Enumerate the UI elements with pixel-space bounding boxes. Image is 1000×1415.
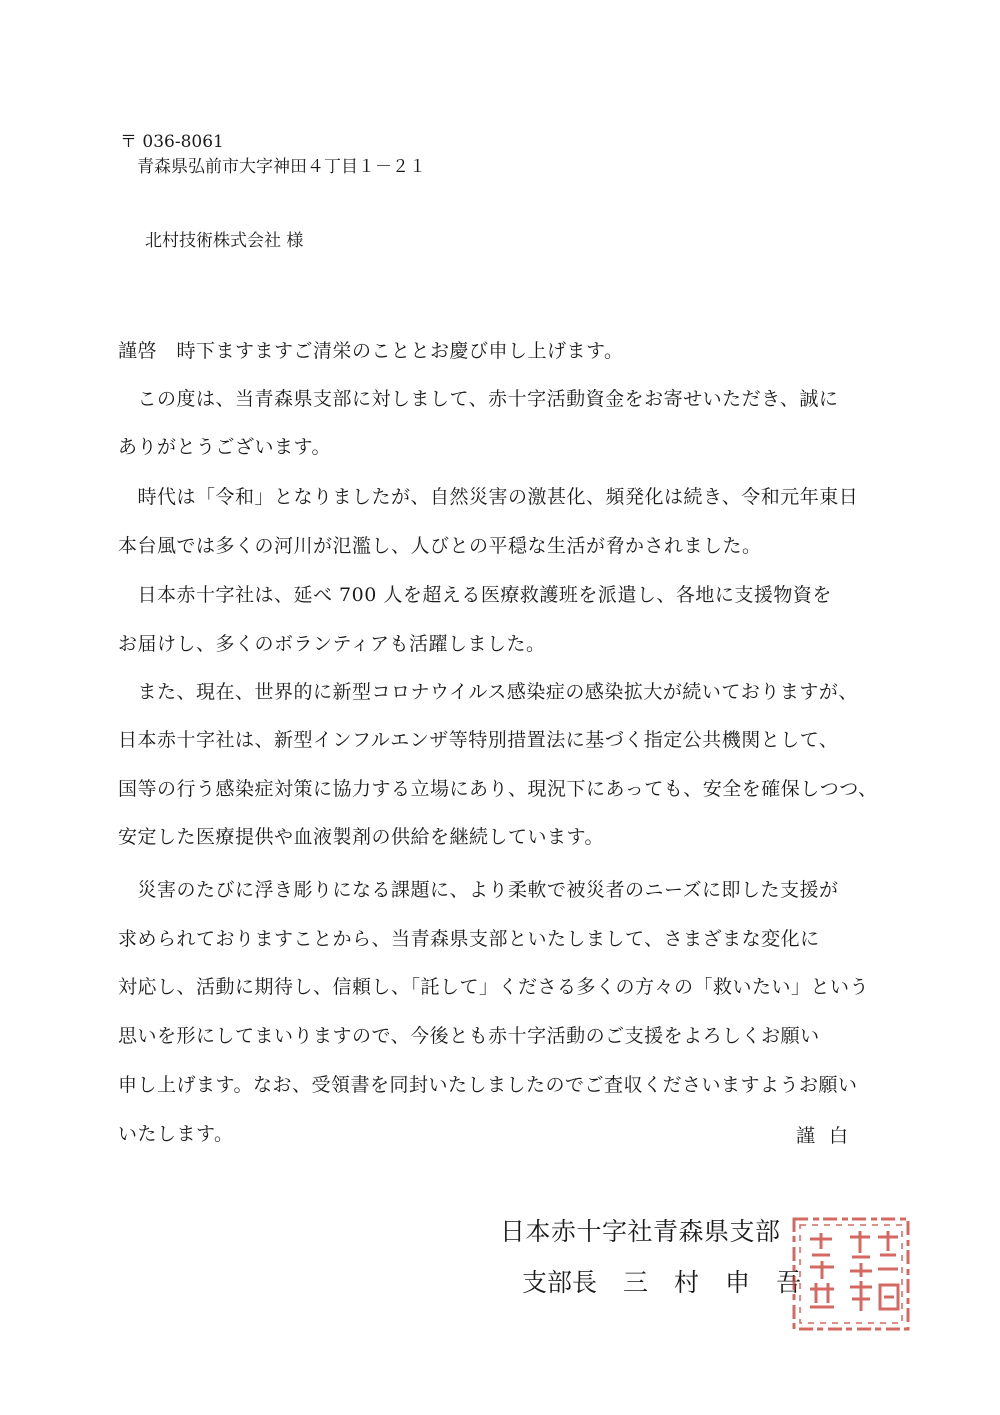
signature-name-char: 三 (623, 1268, 649, 1297)
signature-organization: 日本赤十字社青森県支部 (500, 1217, 781, 1246)
recipient-name: 北村技術株式会社 様 (145, 231, 304, 251)
body-line: また、現在、世界的に新型コロナウイルス感染症の感染拡大が続いておりますが、 (118, 681, 858, 703)
body-line: 思いを形にしてまいりますので、今後とも赤十字活動のご支援をよろしくお願い (118, 1025, 820, 1047)
seal-graphic (794, 1219, 908, 1329)
signature-name-char: 吾 (776, 1268, 802, 1297)
body-line: 日本赤十字社は、新型インフルエンザ等特別措置法に基づく指定公共機関として、 (118, 729, 839, 751)
postal-code: 〒 036-8061 (120, 132, 224, 152)
body-line: 対応し、活動に期待し、信頼し、「託して」くださる多くの方々の「救いたい」という (118, 976, 870, 998)
body-line: 申し上げます。なお、受領書を同封いたしましたのでご査収くださいますようお願い (118, 1074, 858, 1096)
body-line: 日本赤十字社は、延べ 700 人を超える医療救護班を派遣し、各地に支援物資を (118, 584, 832, 606)
body-line: いたします。 (118, 1123, 234, 1145)
official-seal-stamp (790, 1215, 912, 1333)
body-line: 求められておりますことから、当青森県支部といたしまして、さまざまな変化に (118, 928, 820, 950)
sender-address: 青森県弘前市大字神田４丁目１－２１ (137, 157, 426, 177)
body-line: 災害のたびに浮き彫りになる課題に、より柔軟で被災者のニーズに即した支援が (118, 879, 839, 901)
signature-line (522, 1263, 827, 1299)
signature-title: 支部長 (522, 1268, 598, 1297)
body-line: ありがとうございます。 (118, 436, 331, 458)
body-line: お届けし、多くのボランティアも活躍しました。 (118, 633, 546, 655)
signature-name-char: 申 (725, 1268, 751, 1297)
signature-name-char: 村 (674, 1268, 700, 1297)
body-line: 時代は「令和」となりましたが、自然災害の激甚化、頻発化は続き、令和元年東日 (118, 486, 859, 508)
closing-word: 謹白 (796, 1125, 863, 1147)
body-line: 国等の行う感染症対策に協力する立場にあり、現況下にあっても、安全を確保しつつ、 (118, 778, 878, 800)
body-line: 安定した医療提供や血液製剤の供給を継続しています。 (118, 826, 604, 848)
body-line: この度は、当青森県支部に対しまして、赤十字活動資金をお寄せいただき、誠に (118, 388, 839, 410)
body-line: 本台風では多くの河川が氾濫し、人びとの平穏な生活が脅かされました。 (118, 535, 762, 557)
body-line: 謹啓 時下ますますご清栄のこととお慶び申し上げます。 (118, 340, 624, 362)
